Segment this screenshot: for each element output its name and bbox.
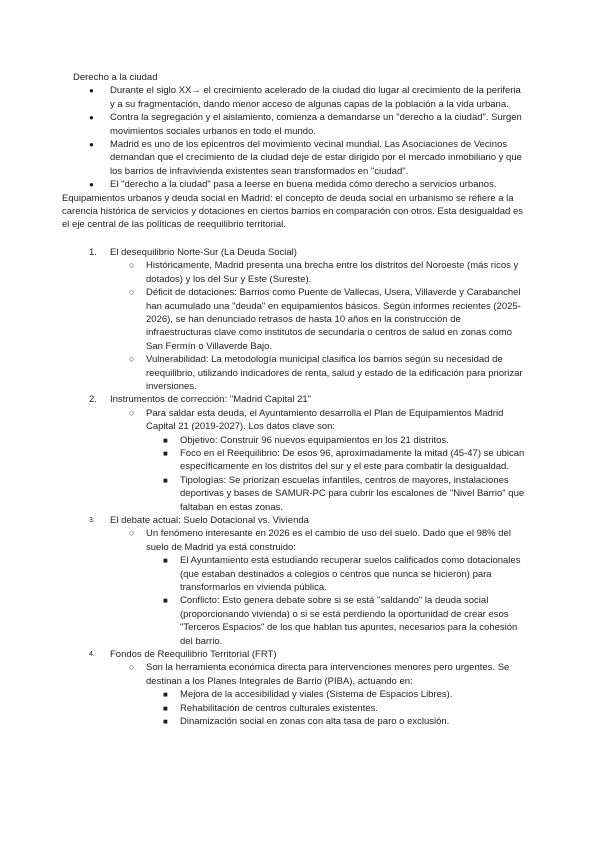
circle-bullet-icon: ○ — [129, 260, 135, 271]
sub-bullet-item — [110, 407, 525, 514]
sub-bullet-text: Déficit de dotaciones: Barrios como Puente de Vallecas, Usera, Villaverde y Carabanchel han acumulado una "deuda" en equipamientos básicos. Según informes recientes (2025-2026), se han denunciado retrasos de hasta 10 años en la construcción de infraestructuras clave como institutos de secundaria o centros de salud en zonas como San Fermín o Villaverde Bajo. — [146, 287, 521, 352]
third-level-text: Conflicto: Esto genera debate sobre si se está "saldando" la deuda social (proporcionando vivienda) o si se está perdiendo la oportunidad de crear esos "Terceros Espacios" de los que hablan tus apuntes, necesarios para la cohesión del barrio. — [180, 595, 518, 647]
third-level-text: Objetivo: Construir 96 nuevos equipamientos en los 21 distritos. — [180, 434, 449, 446]
section-heading: Fondos de Reequilibrio Territorial (FRT) — [110, 649, 277, 661]
circle-bullet-icon: ○ — [129, 407, 135, 418]
third-level-list — [146, 554, 525, 648]
section-sublist — [110, 527, 525, 648]
intro-bullet-list — [73, 84, 525, 191]
circle-bullet-icon: ○ — [129, 287, 135, 298]
section-number: 1. — [89, 246, 97, 258]
third-level-text: Tipologías: Se priorizan escuelas infantiles, centros de mayores, instalaciones deportivas y bases de SAMUR-PC para cubrir los escalones de "Nivel Barrio" que faltaban en estas zonas. — [180, 474, 525, 513]
sub-bullet-text: Vulnerabilidad: La metodología municipal clasifica los barrios según su necesidad de reequilibrio, utilizando indicadores de renta, salud y estado de la edificación para priorizar inversiones. — [146, 354, 523, 392]
square-bullet-icon: ■ — [163, 596, 168, 606]
square-bullet-icon: ■ — [163, 717, 168, 727]
circle-bullet-icon: ○ — [129, 528, 135, 539]
square-bullet-icon: ■ — [163, 448, 168, 458]
third-level-item — [146, 474, 525, 514]
sub-bullet-item — [110, 259, 525, 286]
section-item — [73, 246, 525, 393]
intro-bullet-item — [73, 111, 525, 138]
square-bullet-icon: ■ — [163, 556, 168, 566]
third-level-list — [146, 688, 525, 728]
section-sublist — [110, 259, 525, 393]
bullet-dot-icon: ● — [89, 140, 94, 150]
square-bullet-icon: ■ — [163, 690, 168, 700]
document-page — [62, 71, 525, 729]
third-level-item — [146, 715, 525, 728]
sub-bullet-item — [110, 527, 525, 648]
section-item — [73, 393, 525, 514]
section-number: 2. — [89, 394, 97, 406]
intro-bullet-item — [73, 84, 525, 111]
section-sublist — [110, 407, 525, 514]
third-level-item — [146, 447, 525, 474]
circle-bullet-icon: ○ — [129, 662, 135, 673]
intro-bullet-text: Madrid es uno de los epicentros del movimiento vecinal mundial. Las Asociaciones de Vecinos demandan que el crecimiento de la ciudad deje de estar dirigido por el mercado inmobiliario y que los barrios de infravivienda existentes sean transformados en "ciudad". — [110, 139, 522, 177]
bullet-dot-icon: ● — [89, 86, 94, 96]
section-heading: Instrumentos de corrección: "Madrid Capital 21" — [110, 394, 312, 406]
third-level-item — [146, 554, 525, 594]
third-level-item — [146, 688, 525, 701]
intro-bullet-text: El "derecho a la ciudad" pasa a leerse en buena medida cómo derecho a servicios urbanos. — [110, 179, 497, 191]
spacer — [73, 232, 525, 246]
section-heading: El debate actual: Suelo Dotacional vs. Vivienda — [110, 515, 309, 526]
numbered-section-list — [73, 246, 525, 729]
intro-bullet-item — [73, 178, 525, 191]
sub-bullet-item — [110, 286, 525, 353]
square-bullet-icon: ■ — [163, 475, 168, 485]
square-bullet-icon: ■ — [163, 435, 168, 445]
sub-bullet-text: Un fenómeno interesante en 2026 es el cambio de uso del suelo. Dado que el 98% del suelo de Madrid ya está construido: — [146, 528, 511, 553]
section-number: 4. — [89, 651, 95, 659]
third-level-text: Mejora de la accesibilidad y viales (Sistema de Espacios Libres). — [180, 689, 453, 701]
section-number: 3. — [89, 517, 95, 524]
third-level-text: Foco en el Reequilibrio: De esos 96, aproximadamente la mitad (45-47) se ubican específicamente en los distritos del sur y el este para combatir la desigualdad. — [180, 447, 525, 473]
third-level-item — [146, 702, 525, 715]
third-level-text: El Ayuntamiento está estudiando recuperar suelos calificados como dotacionales (que estaban destinados a colegios o centros que nunca se hicieron) para transformarlos en vivienda pública. — [180, 555, 521, 594]
third-level-item — [146, 434, 525, 447]
intro-bullet-text: Durante el siglo XX→ el crecimiento acelerado de la ciudad dio lugar al crecimiento de la periferia y a su fragmentación, dando menor acceso de algunas capas de la población a la vida urbana. — [110, 85, 521, 110]
circle-bullet-icon: ○ — [129, 354, 135, 365]
section-heading: El desequilibrio Norte-Sur (La Deuda Social) — [110, 246, 297, 258]
intro-paragraph: Equipamientos urbanos y deuda social en Madrid: el concepto de deuda social en urbanismo se refiere a la carencia histórica de servicios y dotaciones en ciertos barrios en comparación con otros. Esta desigualdad es el eje central de las políticas de reequilibrio territorial. — [62, 192, 523, 231]
sub-bullet-text: Históricamente, Madrid presenta una brecha entre los distritos del Noroeste (más ricos y dotados) y los del Sur y Este (Sureste). — [146, 260, 519, 285]
square-bullet-icon: ■ — [163, 703, 168, 713]
third-level-text: Rehabilitación de centros culturales existentes. — [180, 702, 379, 714]
third-level-item — [146, 594, 525, 648]
intro-bullet-item — [73, 138, 525, 178]
section-item — [73, 648, 525, 728]
third-level-text: Dinamización social en zonas con alta tasa de paro o exclusión. — [180, 716, 450, 728]
third-level-list — [146, 434, 525, 514]
sub-bullet-item — [110, 353, 525, 393]
sub-bullet-item — [110, 661, 525, 728]
bullet-dot-icon: ● — [89, 113, 94, 123]
document-title: Derecho a la ciudad — [73, 72, 158, 83]
section-sublist — [110, 661, 525, 728]
bullet-dot-icon: ● — [89, 180, 94, 190]
sub-bullet-text: Son la herramienta económica directa para intervenciones menores pero urgentes. Se destinan a los Planes Integrales de Barrio (PIBA), actuando en: — [146, 662, 510, 687]
section-item — [73, 514, 525, 648]
sub-bullet-text: Para saldar esta deuda, el Ayuntamiento desarrolla el Plan de Equipamientos Madrid Capital 21 (2019-2027). Los datos clave son: — [146, 407, 504, 433]
intro-bullet-text: Contra la segregación y el aislamiento, comienza a demandarse un "derecho a la ciudad". Surgen movimientos sociales urbanos en todo el mundo. — [110, 112, 522, 137]
